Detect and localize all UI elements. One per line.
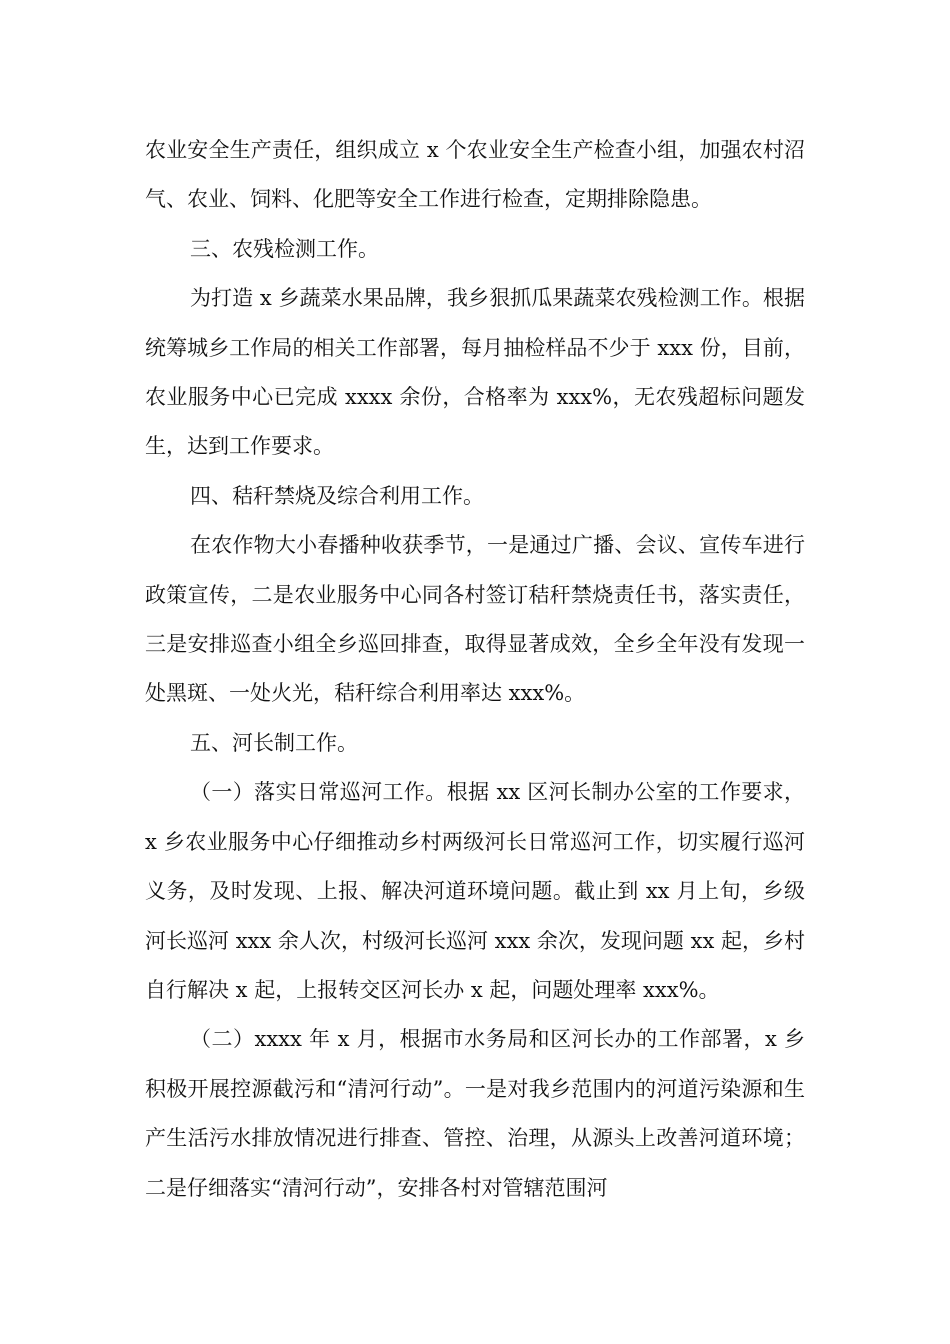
paragraph-clear-river: （二）xxxx 年 x 月，根据市水务局和区河长办的工作部署，x 乡积极开展控源截污和“清河行动”。一是对我乡范围内的河道污染源和生产生活污水排放情况进行排查、管控、治理，从源头上改善河道环境；二是仔细落实“清河行动”，安排各村对管辖范围河 xyxy=(145,1027,805,1200)
section-heading-pesticide-residue: 三、农残检测工作。 xyxy=(190,236,379,261)
paragraph-straw-burning: 在农作物大小春播种收获季节，一是通过广播、会议、宣传车进行政策宣传，二是农业服务中心同各村签订秸秆禁烧责任书，落实责任，三是安排巡查小组全乡巡回排查，取得显著成效，全乡全年没有发现一处黑斑、一处火光，秸秆综合利用率达 xxx%。 xyxy=(145,533,805,706)
paragraph-river-patrol: （一）落实日常巡河工作。根据 xx 区河长制办公室的工作要求，x 乡农业服务中心仔细推动乡村两级河长日常巡河工作，切实履行巡河义务，及时发现、上报、解决河道环境问题。截止到 xx 月上旬，乡级河长巡河 xxx 余人次，村级河长巡河 xxx 余次，发现问题 xx 起，乡村自行解决 x 起，上报转交区河长办 x 起，问题处理率 xxx%。 xyxy=(145,780,805,1002)
section-heading-straw-burning: 四、秸秆禁烧及综合利用工作。 xyxy=(190,483,484,508)
paragraph-safety-continued: 农业安全生产责任，组织成立 x 个农业安全生产检查小组，加强农村沼气、农业、饲料、化肥等安全工作进行检查，定期排除隐患。 xyxy=(145,138,805,212)
section-heading-river-chief: 五、河长制工作。 xyxy=(190,730,358,755)
paragraph-pesticide-residue: 为打造 x 乡蔬菜水果品牌，我乡狠抓瓜果蔬菜农残检测工作。根据统筹城乡工作局的相关工作部署，每月抽检样品不少于 xxx 份，目前，农业服务中心已完成 xxxx 余份，合格率为 xxx%，无农残超标问题发生，达到工作要求。 xyxy=(145,286,805,459)
document-body xyxy=(145,126,805,1213)
